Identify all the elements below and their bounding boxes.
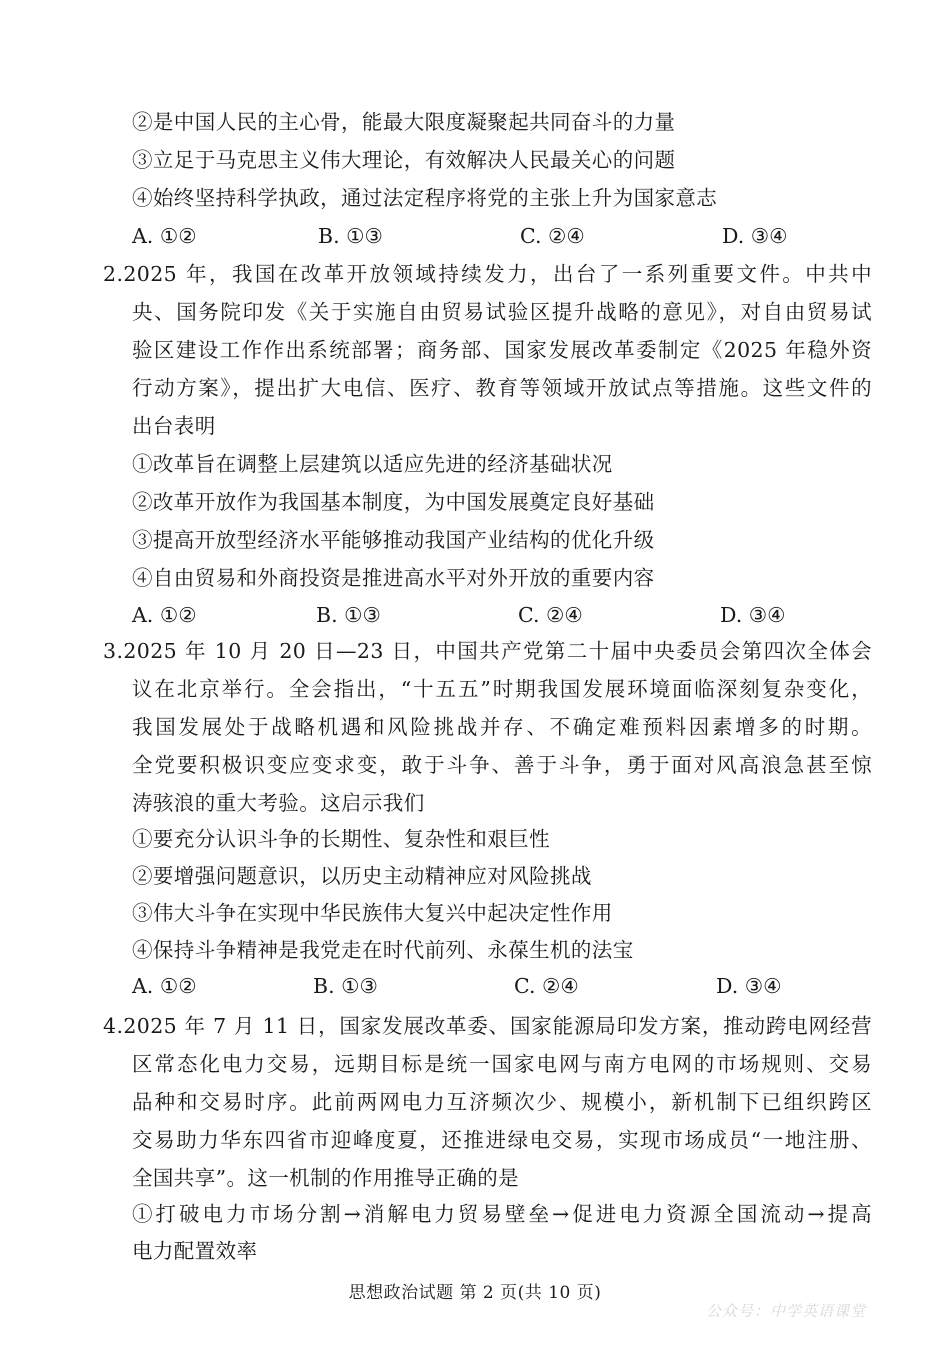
- q2-stem-line: 2.2025 年，我国在改革开放领域持续发力，出台了一系列重要文件。中共中: [103, 262, 872, 286]
- q3-option-a: A. ①②: [132, 974, 197, 998]
- q4-stem-line: 区常态化电力交易，远期目标是统一国家电网与南方电网的市场规则、交易: [132, 1052, 872, 1076]
- q4-stem-line: 全国共享”。这一机制的作用推导正确的是: [132, 1166, 520, 1190]
- q2-stem-line: 央、国务院印发《关于实施自由贸易试验区提升战略的意见》，对自由贸易试: [132, 300, 872, 324]
- q3-option-c: C. ②④: [514, 974, 579, 998]
- q3-item-4: ④保持斗争精神是我党走在时代前列、永葆生机的法宝: [132, 938, 634, 962]
- q1-item-3: ③立足于马克思主义伟大理论，有效解决人民最关心的问题: [132, 148, 676, 172]
- q4-item-1-cont: 电力配置效率: [132, 1239, 258, 1263]
- q2-item-2: ②改革开放作为我国基本制度，为中国发展奠定良好基础: [132, 490, 655, 514]
- q1-item-4: ④始终坚持科学执政，通过法定程序将党的主张上升为国家意志: [132, 186, 718, 210]
- q3-item-2: ②要增强问题意识，以历史主动精神应对风险挑战: [132, 864, 592, 888]
- q2-stem-line: 出台表明: [132, 414, 216, 438]
- q1-option-a: A. ①②: [132, 224, 197, 248]
- q4-item-1: ①打破电力市场分割→消解电力贸易壁垒→促进电力资源全国流动→提高: [132, 1202, 872, 1226]
- q2-option-d: D. ③④: [720, 603, 786, 627]
- q2-item-3: ③提高开放型经济水平能够推动我国产业结构的优化升级: [132, 528, 655, 552]
- q2-option-b: B. ①③: [316, 603, 381, 627]
- q3-item-3: ③伟大斗争在实现中华民族伟大复兴中起决定性作用: [132, 901, 613, 925]
- q3-stem-line: 我国发展处于战略机遇和风险挑战并存、不确定难预料因素增多的时期。: [132, 715, 872, 739]
- q2-option-c: C. ②④: [518, 603, 583, 627]
- q1-option-c: C. ②④: [520, 224, 585, 248]
- q3-stem-line: 涛骇浪的重大考验。这启示我们: [132, 791, 425, 815]
- q2-stem-line: 验区建设工作作出系统部署；商务部、国家发展改革委制定《2025 年稳外资: [132, 338, 872, 362]
- page-footer: 思想政治试题 第 2 页(共 10 页): [348, 1283, 602, 1303]
- q3-stem-line: 3.2025 年 10 月 20 日—23 日，中国共产党第二十届中央委员会第四次全体会: [103, 639, 872, 663]
- q1-item-2: ②是中国人民的主心骨，能最大限度凝聚起共同奋斗的力量: [132, 110, 676, 134]
- q3-stem-line: 全党要积极识变应变求变，敢于斗争、善于斗争，勇于面对风高浪急甚至惊: [132, 753, 872, 777]
- q1-option-d: D. ③④: [722, 224, 788, 248]
- q2-option-a: A. ①②: [132, 603, 197, 627]
- q3-item-1: ①要充分认识斗争的长期性、复杂性和艰巨性: [132, 827, 550, 851]
- watermark: 公众号：中学英语课堂: [706, 1302, 867, 1320]
- q4-stem-line: 4.2025 年 7 月 11 日，国家发展改革委、国家能源局印发方案，推动跨电网经营: [103, 1014, 872, 1038]
- q4-stem-line: 交易助力华东四省市迎峰度夏，还推进绿电交易，实现市场成员“一地注册、: [132, 1128, 872, 1152]
- q2-item-1: ①改革旨在调整上层建筑以适应先进的经济基础状况: [132, 452, 613, 476]
- q3-stem-line: 议在北京举行。全会指出，“十五五”时期我国发展环境面临深刻复杂变化，: [132, 677, 872, 701]
- q3-option-d: D. ③④: [716, 974, 782, 998]
- q2-stem-line: 行动方案》，提出扩大电信、医疗、教育等领域开放试点等措施。这些文件的: [132, 376, 872, 400]
- q3-option-b: B. ①③: [313, 974, 378, 998]
- q2-item-4: ④自由贸易和外商投资是推进高水平对外开放的重要内容: [132, 566, 655, 590]
- q1-option-b: B. ①③: [318, 224, 383, 248]
- q4-stem-line: 品种和交易时序。此前两网电力互济频次少、规模小，新机制下已组织跨区: [132, 1090, 872, 1114]
